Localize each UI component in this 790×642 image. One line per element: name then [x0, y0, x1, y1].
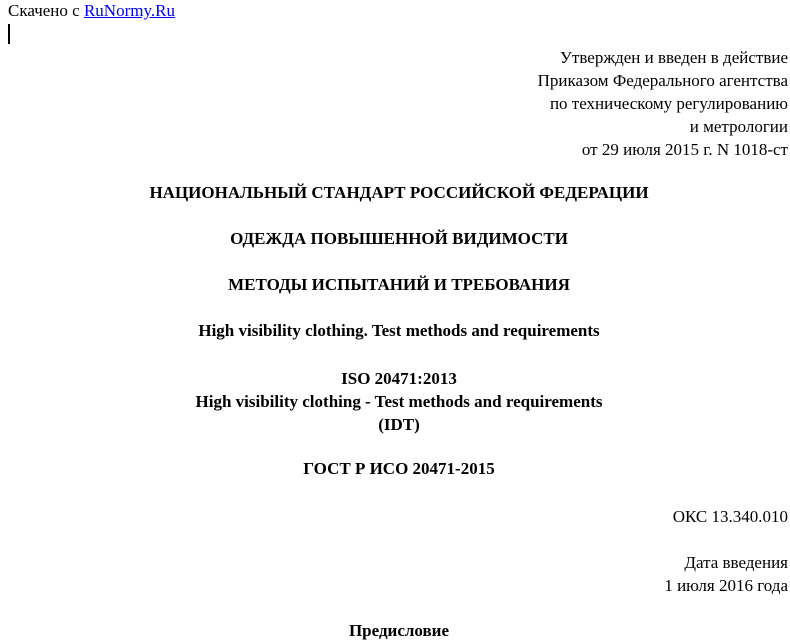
approval-line: Утвержден и введен в действие [559, 48, 788, 67]
approval-line: по техническому регулированию [549, 94, 788, 113]
title-en: High visibility clothing. Test methods and requirements [198, 321, 600, 340]
approval-line: от 29 июля 2015 г. N 1018-ст [581, 140, 788, 159]
text-cursor [8, 24, 10, 44]
preface-heading: Предисловие [348, 621, 450, 640]
introduction-date: 1 июля 2016 года [664, 576, 788, 595]
iso-number: ISO 20471:2013 [341, 369, 457, 388]
subtitle-ru: МЕТОДЫ ИСПЫТАНИЙ И ТРЕБОВАНИЯ [228, 275, 570, 294]
introduction-date-block [664, 551, 788, 597]
downloaded-prefix: Скачено с [8, 1, 80, 20]
gost-number: ГОСТ Р ИСО 20471-2015 [303, 459, 495, 478]
introduction-label: Дата введения [684, 553, 788, 572]
runormy-link[interactable]: RuNormy.Ru [83, 1, 175, 20]
downloaded-from-line [8, 1, 175, 21]
iso-equivalence: (IDT) [378, 415, 420, 434]
oks-code: ОКС 13.340.010 [672, 507, 788, 526]
iso-block [0, 367, 790, 436]
iso-title: High visibility clothing - Test methods and requirements [195, 392, 603, 411]
standard-type-heading: НАЦИОНАЛЬНЫЙ СТАНДАРТ РОССИЙСКОЙ ФЕДЕРАЦИИ [149, 183, 649, 202]
approval-block [538, 46, 788, 161]
approval-line: Приказом Федерального агентства [537, 71, 788, 90]
title-ru: ОДЕЖДА ПОВЫШЕННОЙ ВИДИМОСТИ [230, 229, 568, 248]
approval-line: и метрологии [689, 117, 788, 136]
